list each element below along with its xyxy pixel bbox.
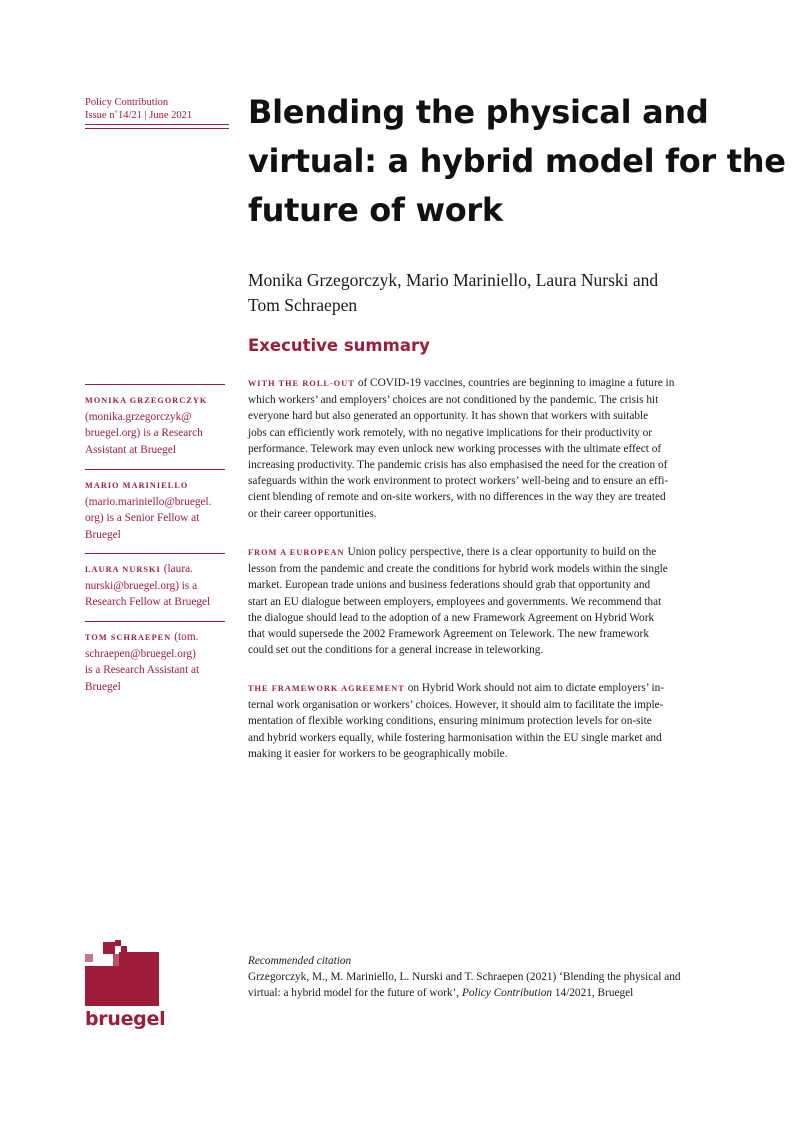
bio-line: Bruegel: [85, 528, 121, 541]
paragraph-line: or their career opportunities.: [248, 507, 377, 520]
paragraph-line: could set out the conditions for a general increase in teleworking.: [248, 644, 544, 657]
issue-number: Issue n˚14/21: [85, 110, 142, 121]
title-line: future of work: [248, 191, 503, 229]
bio-line: schraepen@bruegel.org): [85, 648, 196, 661]
bio-rule: [85, 469, 225, 470]
bio-rule: [85, 553, 225, 554]
citation-series: Policy Contribution: [461, 987, 553, 1000]
title-line: virtual: a hybrid model for the: [248, 142, 786, 180]
author-bio-schraepen: TOM SCHRAEPEN (tom. schraepen@bruegel.org) is a Research Assistant at Bruegel: [85, 629, 235, 695]
bruegel-logo: [85, 940, 165, 1040]
paragraph-lead: FROM A EUROPEAN: [248, 548, 345, 557]
bio-line: (mario.mariniello@bruegel.: [85, 496, 212, 509]
bruegel-logo-mark-icon: [85, 940, 165, 1006]
paragraph-line: which workers’ and employers’ choices are not conditioned by the pandemic. The crisis hit: [248, 394, 659, 407]
paragraph-line: cient blending of remote and on-site workers, with no differences in the way they are treated: [248, 491, 666, 504]
series-label: Policy Contribution: [85, 97, 169, 108]
citation-line: virtual: a hybrid model for the future of work’, Policy Contribution 14/2021, Bruegel: [248, 987, 634, 1000]
paragraph-line: everyone hard but also generated an opportunity. It has shown that workers with suitable: [248, 410, 649, 423]
authors-line: Monika Grzegorczyk, Mario Mariniello, Laura Nurski and: [248, 270, 659, 290]
bio-rule: [85, 384, 225, 385]
summary-paragraph-1: [248, 375, 718, 522]
summary-paragraph-2: [248, 544, 718, 658]
author-bio-mariniello: [85, 477, 235, 543]
paragraph-line: mentation of flexible working conditions, ensuring minimum protection levels for on-site: [248, 715, 652, 728]
citation-label: Recommended citation: [248, 955, 352, 967]
bio-line: Research Fellow at Bruegel: [85, 596, 211, 609]
citation-line: Grzegorczyk, M., M. Mariniello, L. Nurski and T. Schraepen (2021) ‘Blending the physical and: [248, 971, 681, 984]
paragraph-line: making it easier for workers to be geographically mobile.: [248, 747, 508, 760]
author-bio-grzegorczyk: [85, 392, 235, 458]
executive-summary-heading: Executive summary: [248, 336, 430, 355]
bio-name: TOM SCHRAEPEN: [85, 633, 172, 642]
paragraph-text: of COVID-19 vaccines, countries are beginning to imagine a future in: [357, 377, 675, 389]
bio-name: MARIO MARINIELLO: [85, 481, 189, 490]
paragraph-line: and hybrid workers equally, while fostering harmonisation within the EU single market and: [248, 731, 662, 744]
paragraph-text: on Hybrid Work should not aim to dictate employers’ in-: [407, 682, 665, 694]
bio-name: MONIKA GRZEGORCZYK: [85, 396, 208, 405]
paragraph-text: Union policy perspective, there is a clear opportunity to build on the: [347, 546, 657, 558]
issue-separator: |: [144, 110, 147, 121]
bio-rule: [85, 621, 225, 622]
page-title: [248, 88, 786, 235]
paragraph-line: market. European trade unions and business federations should grab that opportunity and: [248, 579, 651, 592]
issue-line: [85, 109, 235, 122]
paragraph-line: that would supersede the 2002 Framework Agreement on Telework. The new framework: [248, 628, 649, 641]
paragraph-line: start an EU dialogue between employers, employees and governments. We recommend that: [248, 595, 662, 608]
bio-line: Bruegel: [85, 680, 121, 693]
header-rule-2: [85, 128, 229, 129]
bio-line: org) is a Senior Fellow at: [85, 512, 200, 525]
bio-line: Assistant at Bruegel: [85, 443, 176, 456]
bio-line: is a Research Assistant at: [85, 664, 200, 677]
author-bio-nurski: LAURA NURSKI (laura. nurski@bruegel.org) is a Research Fellow at Bruegel: [85, 561, 235, 611]
paragraph-line: performance. Telework may even unlock new working processes with the ultimate effect of: [248, 442, 662, 455]
authors-line: Tom Schraepen: [248, 295, 358, 315]
summary-paragraph-3: [248, 680, 718, 762]
paragraph-line: increasing productivity. The pandemic crisis has also emphasised the need for the creation of: [248, 459, 668, 472]
paragraph-line: lesson from the pandemic and create the conditions for hybrid work models within the single: [248, 563, 668, 576]
paragraph-line: ternal work organisation or workers’ choices. However, it should aim to facilitate the imple-: [248, 699, 664, 712]
bio-line: bruegel.org) is a Research: [85, 427, 203, 440]
recommended-citation: [248, 953, 728, 1002]
bio-line: (monika.grzegorczyk@: [85, 411, 192, 424]
title-line: Blending the physical and: [248, 93, 709, 131]
bio-name: LAURA NURSKI: [85, 565, 161, 574]
series-info: [85, 96, 235, 122]
paragraph-lead: THE FRAMEWORK AGREEMENT: [248, 684, 405, 693]
logo-wordmark: bruegel: [85, 1008, 166, 1030]
paragraph-line: safeguards within the work environment to protect workers’ well-being and to ensure an effi-: [248, 475, 669, 488]
bio-line: nurski@bruegel.org) is a: [85, 580, 198, 593]
paragraph-line: jobs can efficiently work remotely, with no negative implications for their productivity or: [248, 426, 653, 439]
issue-date: June 2021: [149, 110, 193, 121]
header-rule-1: [85, 124, 229, 125]
authors: [248, 268, 728, 318]
paragraph-lead: WITH THE ROLL-OUT: [248, 379, 355, 388]
paragraph-line: the dialogue should lead to the adoption of a new Framework Agreement on Hybrid Work: [248, 611, 655, 624]
